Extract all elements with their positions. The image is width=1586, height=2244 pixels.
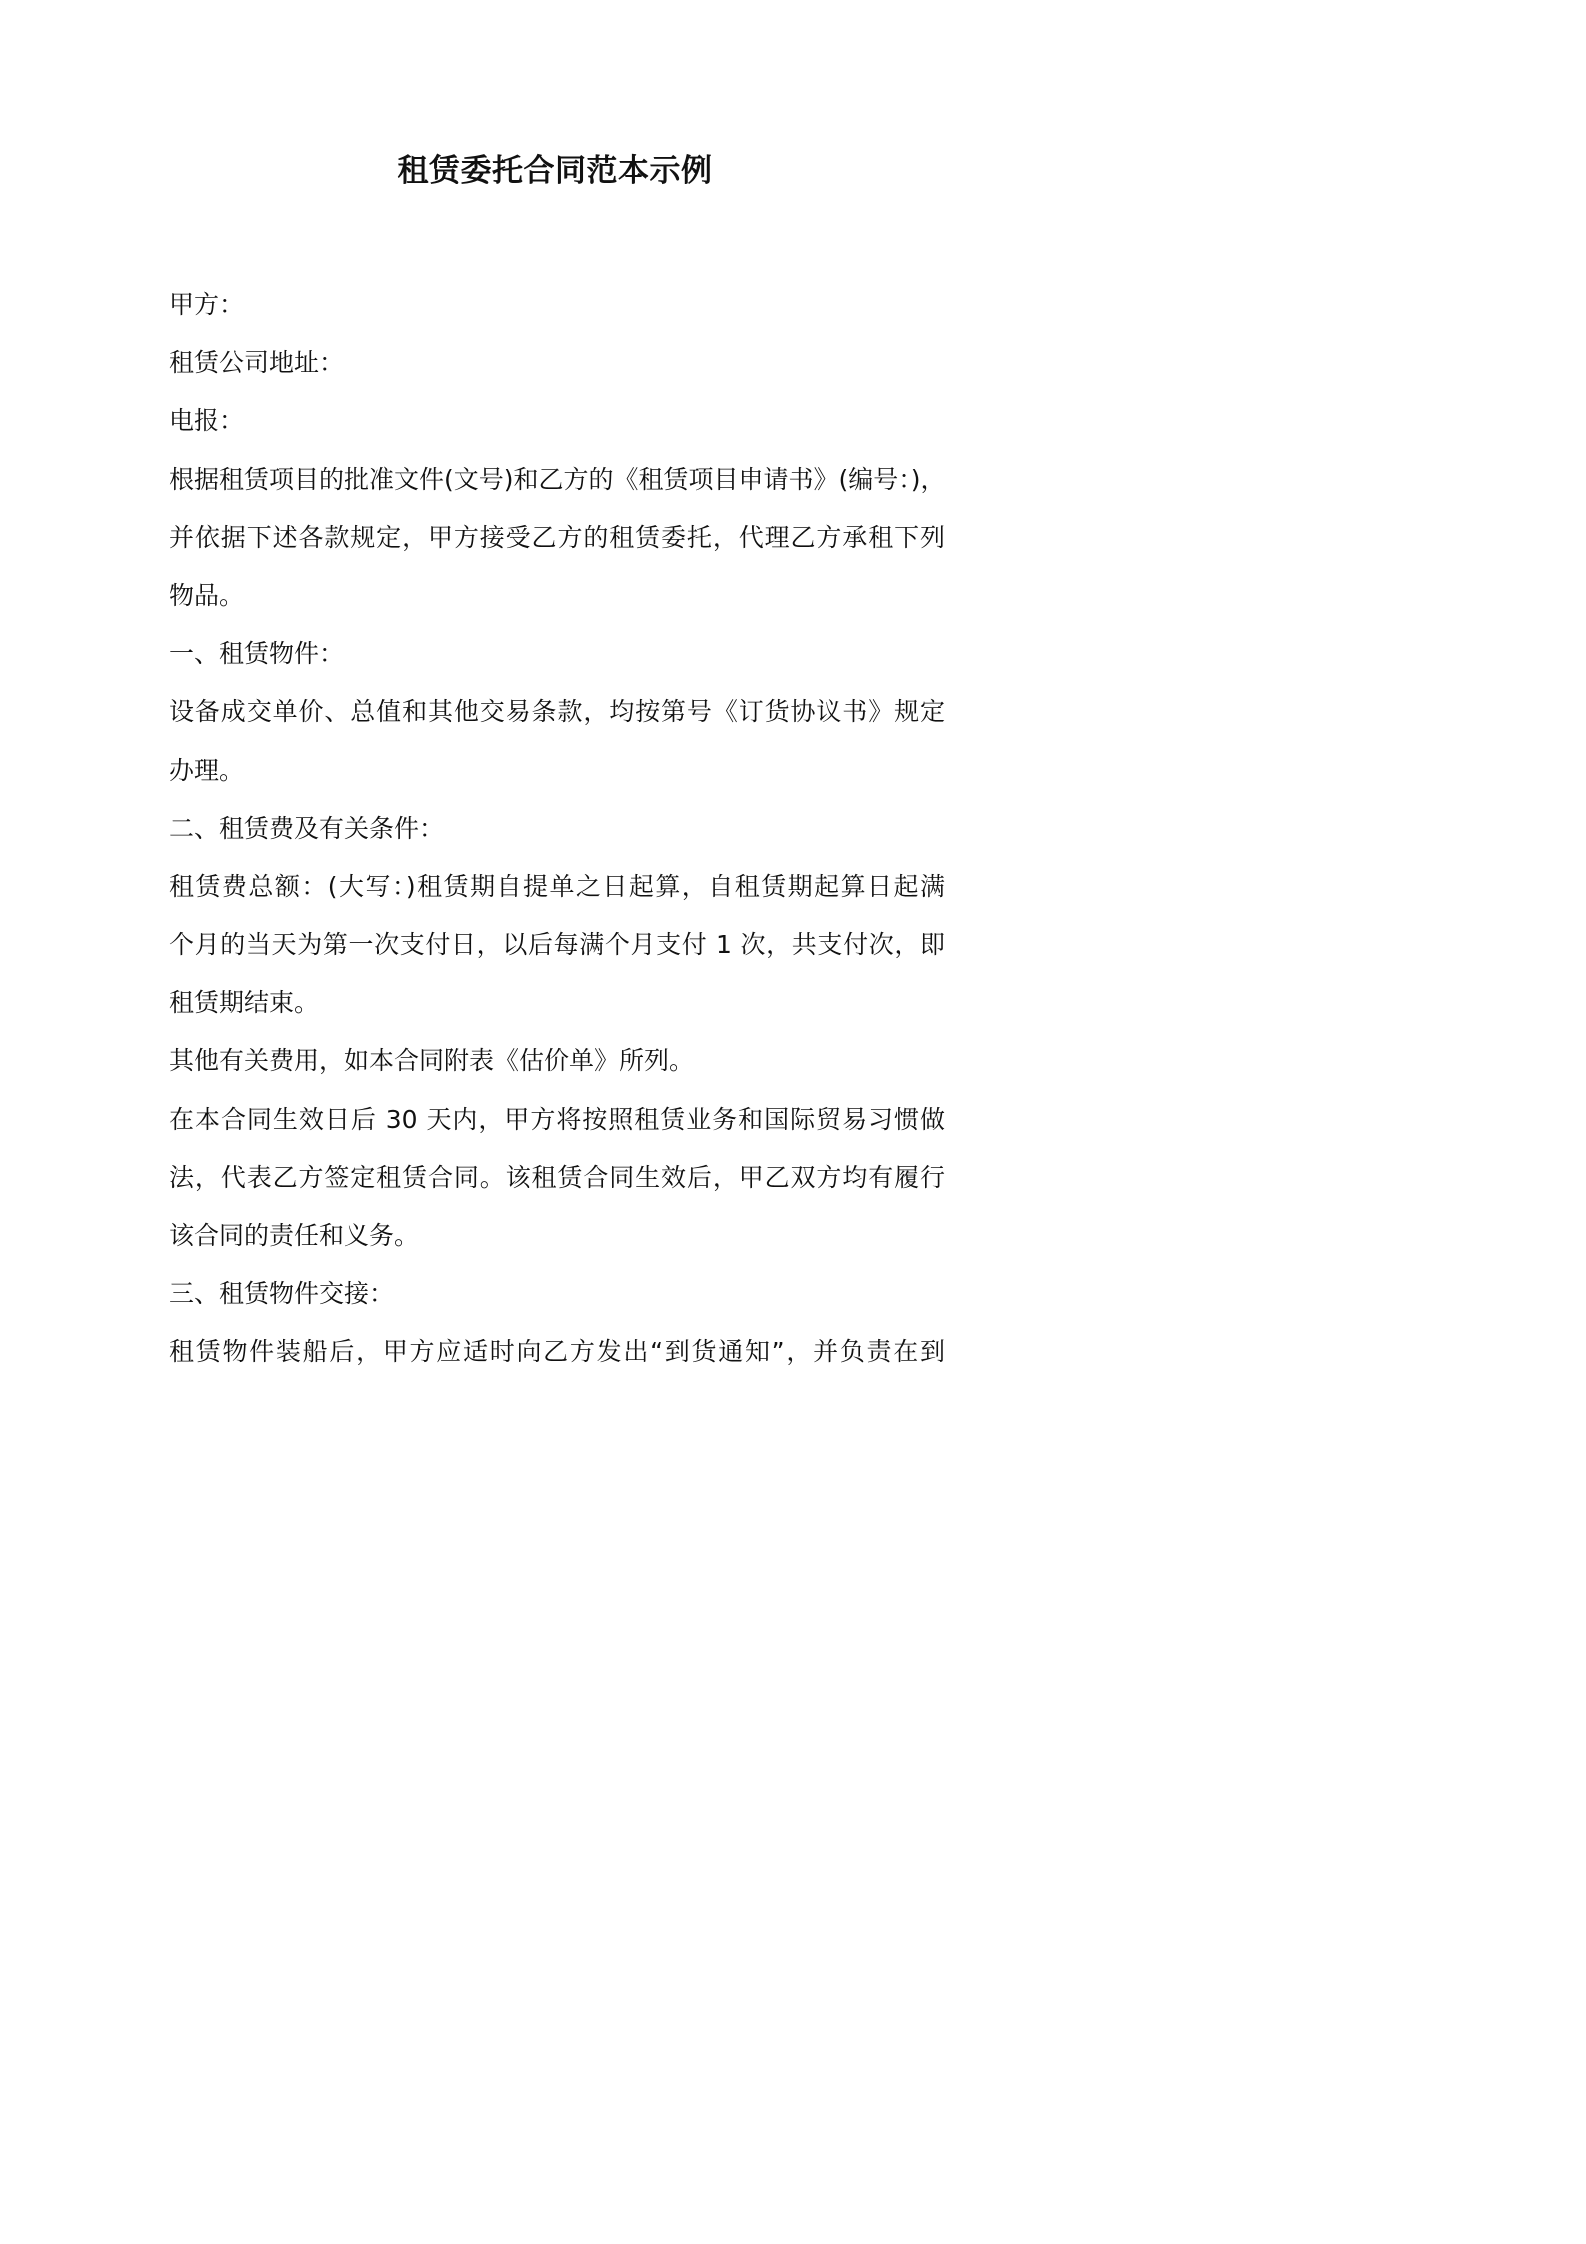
paragraph-line: 个月的当天为第一次支付日，以后每满个月支付 1 次，共支付次，即 bbox=[169, 930, 945, 960]
paragraph-line: 法，代表乙方签定租赁合同。该租赁合同生效后，甲乙双方均有履行 bbox=[169, 1162, 945, 1192]
document-body bbox=[169, 276, 945, 1382]
company-address-line: 租赁公司地址： bbox=[169, 348, 345, 378]
paragraph-line: 设备成交单价、总值和其他交易条款，均按第号《订货协议书》规定 bbox=[169, 697, 945, 727]
document-title: 租赁委托合同范本示例 bbox=[397, 153, 713, 189]
paragraph-line: 办理。 bbox=[169, 755, 245, 785]
paragraph-line: 租赁物件装船后，甲方应适时向乙方发出“到货通知”，并负责在到 bbox=[169, 1337, 945, 1367]
paragraph-line: 租赁费总额：(大写：)租赁期自提单之日起算，自租赁期起算日起满 bbox=[169, 871, 945, 901]
document-page bbox=[0, 0, 1104, 1561]
paragraph-line: 根据租赁项目的批准文件(文号)和乙方的《租赁项目申请书》(编号：)， bbox=[169, 464, 946, 494]
paragraph-line: 该合同的责任和义务。 bbox=[169, 1221, 420, 1250]
telegram-line: 电报： bbox=[169, 406, 245, 436]
section-heading: 二、租赁费及有关条件： bbox=[169, 813, 445, 843]
section-heading: 三、租赁物件交接： bbox=[169, 1279, 395, 1309]
paragraph-line: 其他有关费用，如本合同附表《估价单》所列。 bbox=[169, 1046, 695, 1076]
section-heading: 一、租赁物件： bbox=[169, 639, 345, 669]
paragraph-line: 物品。 bbox=[169, 580, 245, 610]
paragraph-line: 在本合同生效日后 30 天内，甲方将按照租赁业务和国际贸易习惯做 bbox=[169, 1104, 945, 1134]
party-a-line: 甲方： bbox=[169, 290, 245, 319]
paragraph-line: 租赁期结束。 bbox=[169, 988, 320, 1018]
paragraph-line: 并依据下述各款规定，甲方接受乙方的租赁委托，代理乙方承租下列 bbox=[169, 522, 945, 552]
